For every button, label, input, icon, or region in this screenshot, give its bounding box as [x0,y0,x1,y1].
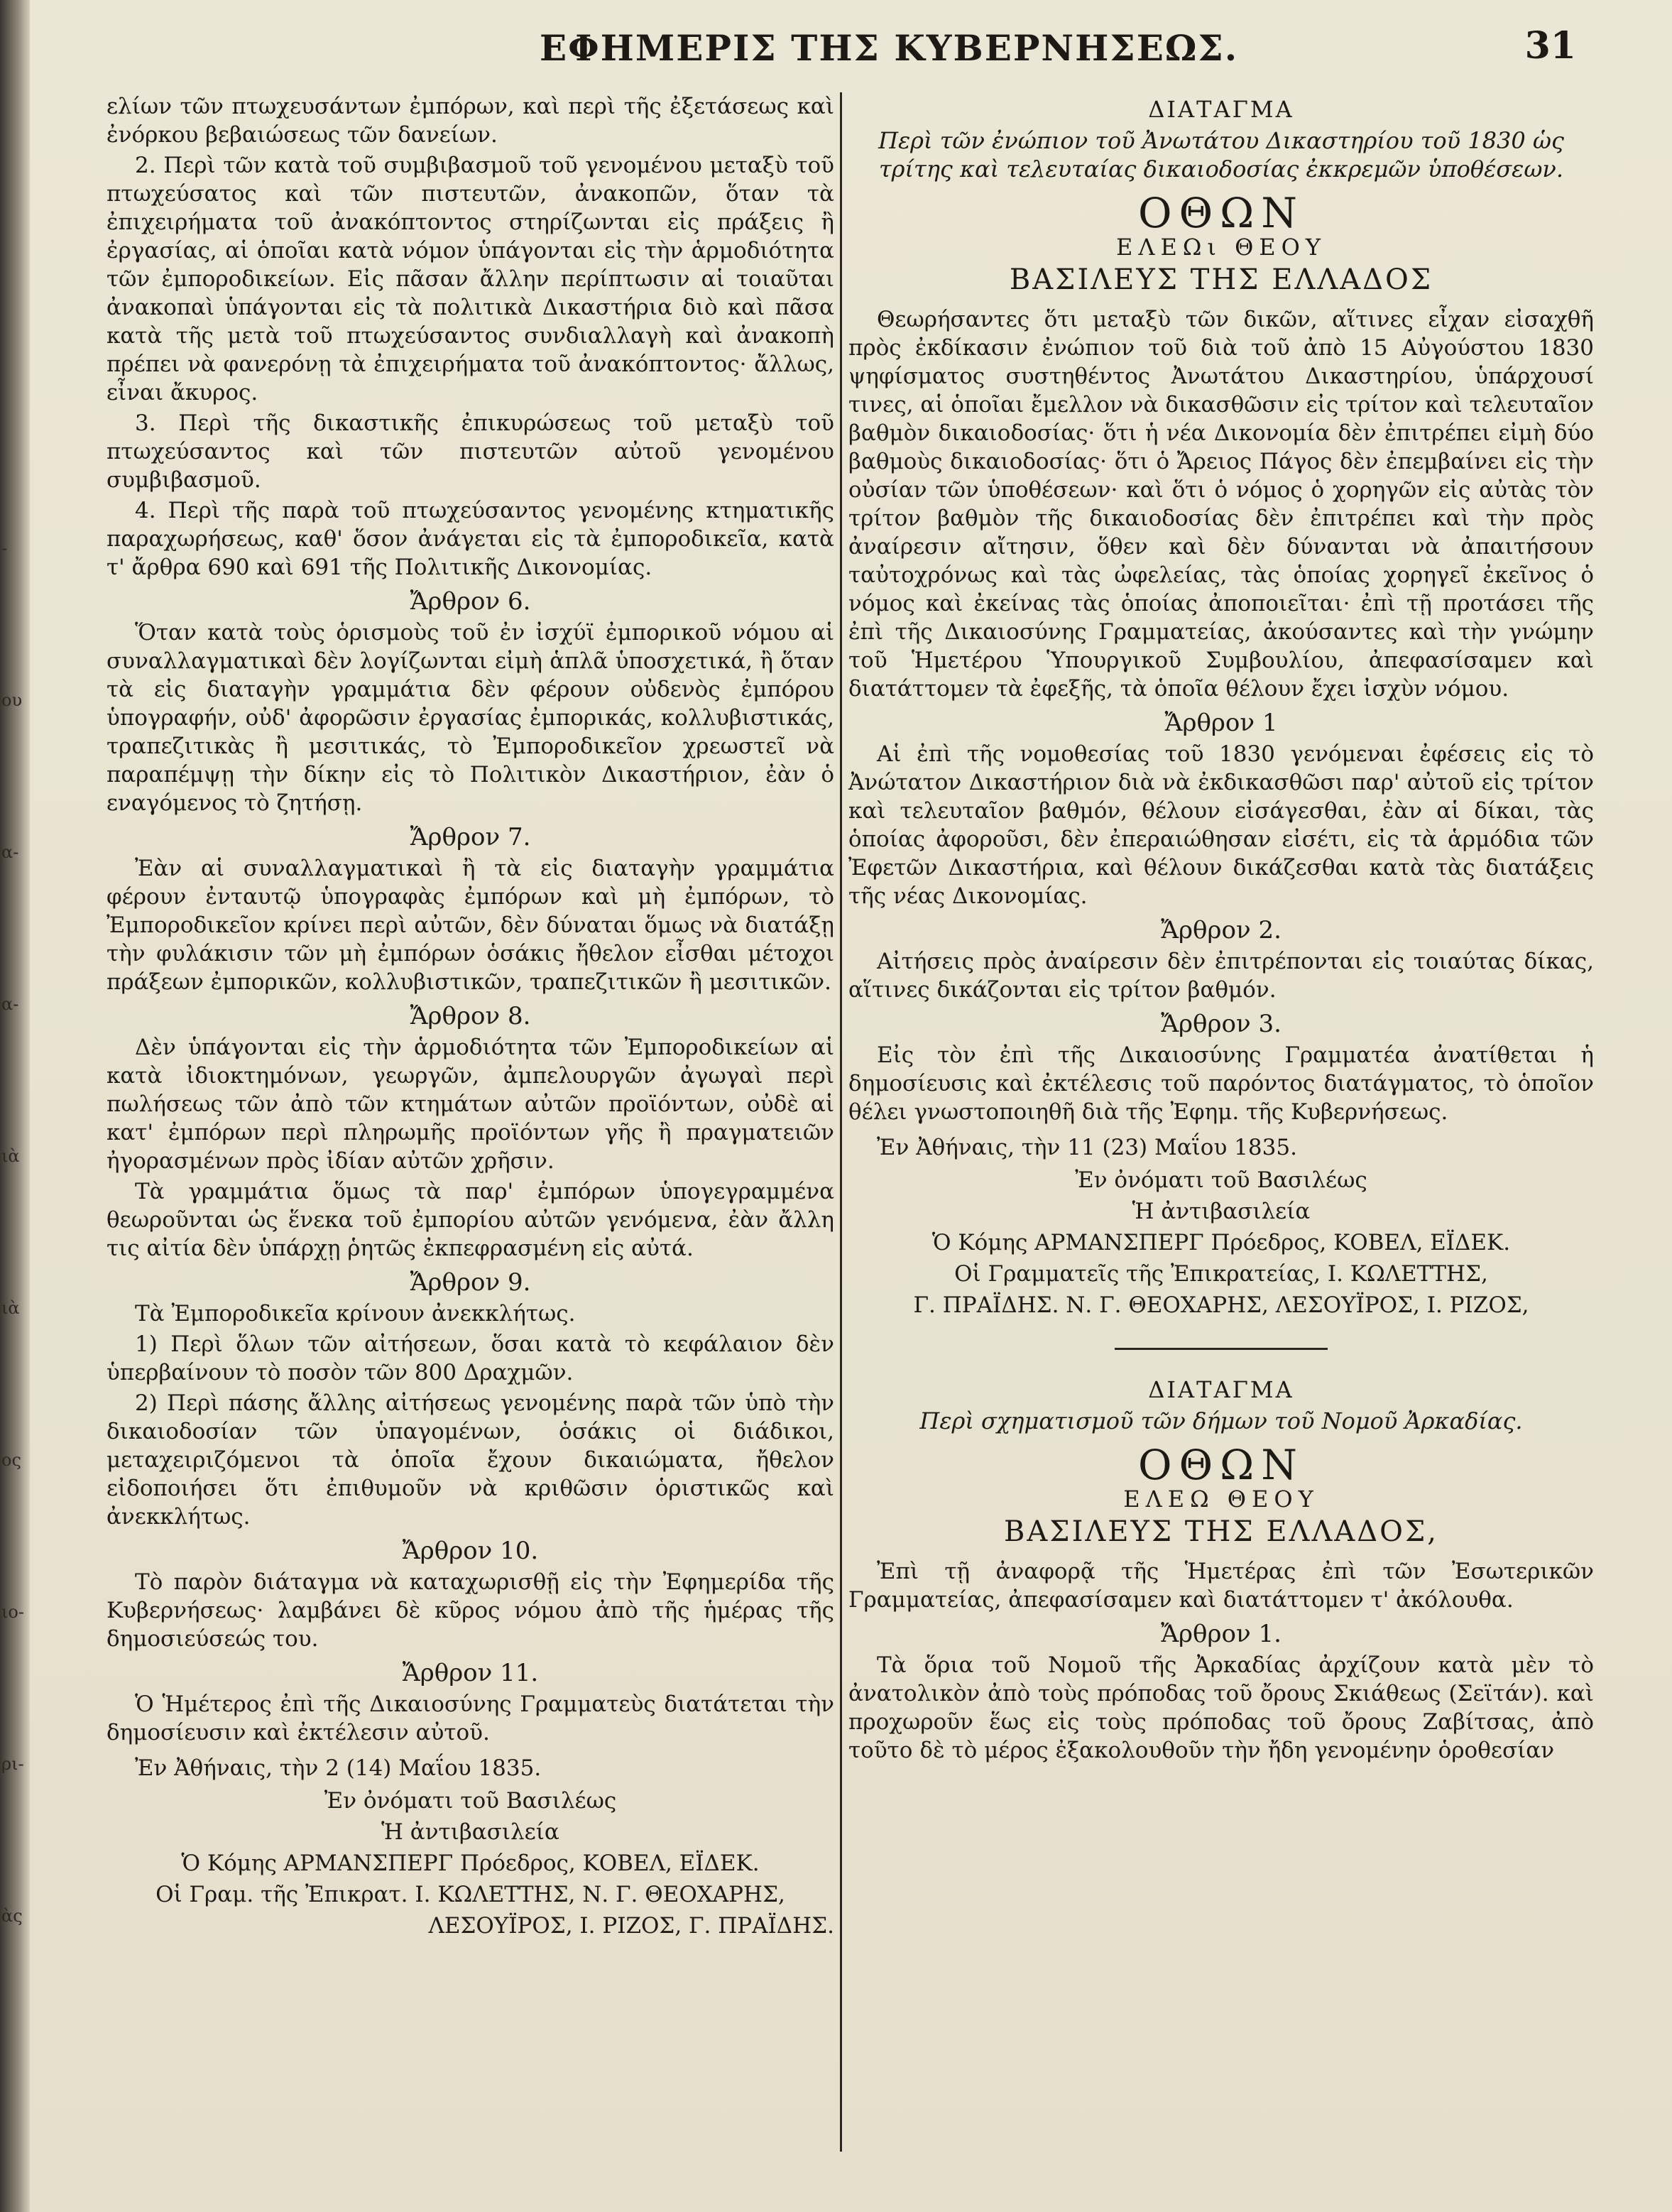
gutter-fragment: α- [1,842,19,862]
paragraph: ελίων τῶν πτωχευσάντων ἐμπόρων, καὶ περὶ τῆς ἐξετάσεως καὶ ἐνόρκου βεβαιώσεως τῶν δανείων. [106,94,834,148]
signature-line: Ἐν ὀνόματι τοῦ Βασιλέως [1075,1167,1367,1193]
article-heading: Ἄρθρον 2. [1161,916,1282,944]
left-column [106,92,834,1943]
article-heading: Ἄρθρον 3. [1161,1010,1282,1038]
signature-line: Ἡ ἀντιβασιλεία [381,1819,559,1845]
page-number: 31 [1524,24,1576,67]
binding-gutter [0,0,30,2212]
decree-subject: Περὶ σχηματισμοῦ τῶν δήμων τοῦ Νομοῦ Ἀρκαδίας. [919,1407,1523,1434]
paragraph: Τὰ Ἐμποροδικεῖα κρίνουν ἀνεκκλήτως. [135,1301,576,1326]
article-heading: Ἄρθρον 7. [410,823,531,851]
decree-date: Ἐν Ἀθήναις, τὴν 11 (23) Μαΐου 1835. [877,1135,1297,1160]
paragraph: Ὁ Ἡμέτερος ἐπὶ τῆς Δικαιοσύνης Γραμματεὺς διατάτεται τὴν δημοσίευσιν καὶ ἐκτέλεσιν αὐτοῦ. [106,1691,834,1745]
king-title: ΒΑΣΙΛΕΥΣ ΤΗΣ ΕΛΛΑΔΟΣ [1009,263,1433,296]
signature-line: ΛΕΣΟΥΪΡΟΣ, Ι. ΡΙΖΟΣ, Γ. ΠΡΑΪΔΗΣ. [428,1913,834,1939]
article-heading: Ἄρθρον 10. [402,1537,539,1565]
paragraph: Ἐπὶ τῇ ἀναφορᾷ τῆς Ἡμετέρας ἐπὶ τῶν Ἐσωτερικῶν Γραμματείας, ἀπεφασίσαμεν καὶ διατάττομεν τ' ἀκόλουθα. [848,1559,1594,1613]
paragraph: Αἱ ἐπὶ τῆς νομοθεσίας τοῦ 1830 γενόμεναι ἐφέσεις εἰς τὸ Ἀνώτατον Δικαστήριον διὰ νὰ ἐκδικασθῶσι παρ' αὐτοῦ εἰς τρίτον καὶ τελευταῖον βαθμόν, θέλουν εἰσάγεσθαι, ἐὰν αἱ δίκαι, τὰς ὁποίας ἀφοροῦσι, δὲν ἐπεραιώθησαν εἰσέτι, εἰς τὰ ἁρμόδια τῶν Ἐφετῶν Δικαστήρια, καὶ θέλουν δικάζεσθαι κατὰ τὰς διατάξεις τῆς νέας Δικονομίας. [848,741,1594,909]
paragraph: Τὸ παρὸν διάταγμα νὰ καταχωρισθῇ εἰς τὴν Ἐφημερίδα τῆς Κυβερνήσεως· λαμβάνει δὲ κῦρος νόμου ἀπὸ τῆς ἡμέρας τῆς δημοσιεύσεώς του. [106,1569,834,1652]
grace-of-god: ΕΛΕΩ ΘΕΟΥ [1123,1486,1319,1513]
king-name: ΟΘΩΝ [1138,189,1304,237]
newspaper-title: ΕΦΗΜΕΡΙΣ ΤΗΣ ΚΥΒΕΡΝΗΣΕΩΣ. [540,27,1239,69]
paragraph: Αἰτήσεις πρὸς ἀναίρεσιν δὲν ἐπιτρέπονται εἰς τοιαύτας δίκας, αἵτινες δικάζονται εἰς τρίτον βαθμόν. [848,949,1594,1003]
signature-line: Ἐν ὀνόματι τοῦ Βασιλέως [324,1788,617,1814]
signature-line: Ἡ ἀντιβασιλεία [1132,1199,1311,1224]
signature-line: Ὁ Κόμης ΑΡΜΑΝΣΠΕΡΓ Πρόεδρος, ΚΟΒΕΛ, ΕΪΔΕΚ. [181,1851,760,1876]
decree-heading: ΔΙΑΤΑΓΜΑ [1148,96,1294,123]
paragraph: 1) Περὶ ὅλων τῶν αἰτήσεων, ὅσαι κατὰ τὸ κεφάλαιον δὲν ὑπερβαίνουν τὸ ποσὸν τῶν 800 Δραχμῶν. [106,1331,834,1385]
paragraph: Εἰς τὸν ἐπὶ τῆς Δικαιοσύνης Γραμματέα ἀνατίθεται ἡ δημοσίευσις καὶ ἐκτέλεσις τοῦ παρόντος διατάγματος, τὸ ὁποῖον θέλει γνωστοποιηθῆ διὰ τῆς Ἐφημ. τῆς Κυβερνήσεως. [848,1042,1594,1125]
decree-date: Ἐν Ἀθήναις, τὴν 2 (14) Μαΐου 1835. [135,1755,542,1781]
gutter-fragment: ρι- [1,1754,24,1774]
paragraph: 2) Περὶ πάσης ἄλλης αἰτήσεως γενομένης παρὰ τῶν ὑπὸ τὴν δικαιοδοσίαν τῶν ὑπαγομένων, ὁσάκις οἱ διάδικοι, μεταχειριζόμενοι τὰ ὁποῖα ἔχουν δικαιώματα, ἤθελον εἰδοποιήσει ὅτι ἐπιθυμοῦν νὰ κριθῶσιν ὁριστικῶς καὶ ἀνεκκλήτως. [106,1390,834,1530]
paragraph: Θεωρήσαντες ὅτι μεταξὺ τῶν δικῶν, αἵτινες εἶχαν εἰσαχθῆ πρὸς ἐκδίκασιν ἐνώπιον τοῦ διὰ τοῦ ἀπὸ 15 Αὐγούστου 1830 ψηφίσματος συστηθέντος Ἀνωτάτου Δικαστηρίου, ὑπάρχουσί τινες, αἱ ὁποῖαι ἔμελλον νὰ δικασθῶσιν εἰς τρίτον καὶ τελευταῖον βαθμὸν δικαιοδοσίας· ὅτι ἡ νέα Δικονομία δὲν ἐπιτρέπει εἰμὴ δύο βαθμοὺς δικαιοδοσίας· ὅτι ὁ Ἄρειος Πάγος δὲν ἐπεμβαίνει εἰς τὴν οὐσίαν τῶν ὑποθέσεων· καὶ ὅτι ὁ νόμος ὁ χορηγῶν εἰς αὐτὰς τὸν τρίτον βαθμὸν τῆς δικαιοδοσίας δὲν ἐπιτρέπει καὶ τὴν πρὸς ἀναίρεσιν αἴτησιν, ὅθεν καὶ δὲν δύνανται νὰ ἀπαιτήσουν ταὐτοχρόνως καὶ τὰς ὠφελείας, τὰς ὁποίας χορηγεῖ ἐκεῖνος ὁ νόμος καὶ ἐκείνας τὰς ὁποίας ἀποποιεῖται· ἐπὶ τῇ προτάσει τῆς ἐπὶ τῆς Δικαιοσύνης Γραμματείας, ἀκούσαντες καὶ τὴν γνώμην τοῦ Ἡμετέρου Ὑπουργικοῦ Συμβουλίου, ἀπεφασίσαμεν καὶ διατάττομεν τὰ ἐφεξῆς, τὰ ὁποῖα θέλουν ἔχει ἰσχὺν νόμου. [848,307,1594,702]
signature-line: Οἱ Γραμ. τῆς Ἐπικρατ. Ι. ΚΩΛΕΤΤΗΣ, Ν. Γ. ΘΕΟΧΑΡΗΣ, [155,1882,785,1907]
gutter-fragment: ος [1,1450,21,1470]
paragraph: Τὰ ὅρια τοῦ Νομοῦ τῆς Ἀρκαδίας ἀρχίζουν κατὰ μὲν τὸ ἀνατολικὸν ἀπὸ τοὺς πρόποδας τοῦ ὄρους Σκιάθεως (Σεϊτάν). καὶ προχωροῦν ἕως εἰς τοὺς πρόποδας τοῦ ὄρους Ζαβίτσας, ἀπὸ τοῦτο δὲ τὸ μέρος ἐξακολουθοῦν τὴν ἤδη γενομένην ὁροθεσίαν [848,1652,1594,1763]
article-heading: Ἄρθρον 6. [410,587,531,616]
article-heading: Ἄρθρον 1. [1161,1620,1282,1648]
article-heading: Ἄρθρον 1 [1164,709,1278,737]
section-rule [1115,1348,1328,1350]
paragraph: Ὅταν κατὰ τοὺς ὁρισμοὺς τοῦ ἐν ἰσχύϊ ἐμπορικοῦ νόμου αἱ συναλλαγματικαὶ δὲν λογίζωνται εἰμὴ ἁπλᾶ ὑποσχετικά, ἢ ὅταν τὰ εἰς διαταγὴν γραμμάτια δὲν φέρουν οὐδενὸς ἐμπόρου ὑπογραφήν, οὐδ' ἀφορῶσιν ἐργασίας ἐμπορικάς, κολλυβιστικάς, τραπεζιτικὰς ἢ μεσιτικάς, τὸ Ἐμποροδικεῖον χρεωστεῖ νὰ παραπέμψῃ τὴν δίκην εἰς τὸ Πολιτικὸν Δικαστήριον, ἐὰν ὁ εναγόμενος τὸ ζητήσῃ. [106,620,834,816]
grace-of-god: ΕΛΕΩι ΘΕΟΥ [1115,234,1327,261]
article-heading: Ἄρθρον 11. [402,1659,539,1687]
gutter-fragment: ου [1,690,23,710]
gutter-fragment: ιο- [1,1602,24,1622]
paragraph: 4. Περὶ τῆς παρὰ τοῦ πτωχεύσαντος γενομένης κτηματικῆς παραχωρήσεως, καθ' ὅσον ἀνάγεται εἰς τὰ ἐμποροδικεῖα, κατὰ τ' ἄρθρα 690 καὶ 691 τῆς Πολιτικῆς Δικονομίας. [106,498,834,580]
signature-line: Γ. ΠΡΑΪΔΗΣ. Ν. Γ. ΘΕΟΧΑΡΗΣ, ΛΕΣΟΥΪΡΟΣ, Ι. ΡΙΖΟΣ, [913,1292,1529,1318]
signature-line: Ὁ Κόμης ΑΡΜΑΝΣΠΕΡΓ Πρόεδρος, ΚΟΒΕΛ, ΕΪΔΕΚ. [931,1230,1511,1255]
king-name: ΟΘΩΝ [1138,1441,1304,1489]
page-header [540,21,1576,78]
gutter-fragment: - [1,538,8,558]
gutter-fragment: ιὰ [1,1298,20,1318]
paragraph: 3. Περὶ τῆς δικαστικῆς ἐπικυρώσεως τοῦ μεταξὺ τοῦ πτωχεύσαντος καὶ τῶν πιστευτῶν αὐτοῦ γενομένου συμβιβασμοῦ. [106,410,834,493]
paragraph: Τὰ γραμμάτια ὅμως τὰ παρ' ἐμπόρων ὑπογεγραμμένα θεωροῦνται ὡς ἕνεκα τοῦ ἐμπορίου αὐτῶν γενόμενα, ἐὰν ἄλλη τις αἰτία δὲν ὑπάρχῃ ῥητῶς ἐκπεφρασμένη εἰς αὐτά. [106,1179,834,1261]
signature-line: Οἱ Γραμματεῖς τῆς Ἐπικρατείας, Ι. ΚΩΛΕΤΤΗΣ, [954,1261,1488,1287]
paragraph: 2. Περὶ τῶν κατὰ τοῦ συμβιβασμοῦ τοῦ γενομένου μεταξὺ τοῦ πτωχεύσατος καὶ τῶν πιστευτῶν, ἀνακοπῶν, ὅταν τὰ ἐπιχειρήματα τοῦ ἀνακόπτοντος στηρίζωνται εἰς πράξεις ἢ ἐργασίας, αἱ ὁποῖαι κατὰ νόμον ὑπάγονται εἰς τὴν ἁρμοδιότητα τῶν ἐμποροδικείων. Εἰς πᾶσαν ἄλλην περίπτωσιν αἱ τοιαῦται ἀνακοπαὶ ὑπάγονται εἰς τὰ πολιτικὰ Δικαστήρια διὸ καὶ πᾶσα κατὰ τῆς μετὰ τοῦ πτωχεύσαντος συνδιαλλαγὴ καὶ ἀνακοπὴ πρέπει νὰ φανερόνῃ τὰ ἐπιχειρήματα τοῦ ἀνακόπτοντος· ἄλλως, εἶναι ἄκυρος. [106,153,834,405]
article-heading: Ἄρθρον 8. [410,1002,531,1030]
king-title: ΒΑΣΙΛΕΥΣ ΤΗΣ ΕΛΛΑΔΟΣ, [1004,1515,1438,1548]
gutter-fragment: α- [1,994,19,1014]
article-heading: Ἄρθρον 9. [410,1268,531,1297]
decree-subject: Περὶ τῶν ἐνώπιον τοῦ Ἀνωτάτου Δικαστηρίου τοῦ 1830 ὡς τρίτης καὶ τελευταίας δικαιοδοσίας ἐκκρεμῶν ὑποθέσεων. [878,127,1564,182]
decree-heading: ΔΙΑΤΑΓΜΑ [1148,1376,1294,1403]
paragraph: Δὲν ὑπάγονται εἰς τὴν ἁρμοδιότητα τῶν Ἐμποροδικείων αἱ κατὰ ἰδιοκτημόνων, γεωργῶν, ἀμπελουργῶν ἀγωγαὶ περὶ πωλήσεως τῶν ἀπὸ τῶν κτημάτων αὐτῶν προϊόντων, οὐδὲ αἱ κατ' ἐμπόρων περὶ πληρωμῆς προϊόντων γῆς ἢ πραγματειῶν ἠγορασμένων πρὸς ἰδίαν αὐτῶν χρῆσιν. [106,1035,834,1174]
paragraph: Ἐὰν αἱ συναλλαγματικαὶ ἢ τὰ εἰς διαταγὴν γραμμάτια φέρουν ἐνταυτῷ ὑπογραφὰς ἐμπόρων καὶ μὴ ἐμπόρων, τὸ Ἐμποροδικεῖον κρίνει περὶ αὐτῶν, δὲν δύναται ὅμως νὰ διατάξῃ τὴν φυλάκισιν τῶν μὴ ἐμπόρων ὁσάκις ἤθελον εἶσθαι μέτοχοι πράξεων ἐμπορικῶν, κολλυβιστικῶν, τραπεζιτικῶν ἢ μεσιτικῶν. [106,856,834,995]
gutter-fragment: ιὰ [1,1146,20,1166]
column-divider [840,92,842,2152]
gutter-fragment: ὰς [1,1906,23,1926]
gutter-fragments [1,540,24,2059]
right-column [848,92,1594,1767]
